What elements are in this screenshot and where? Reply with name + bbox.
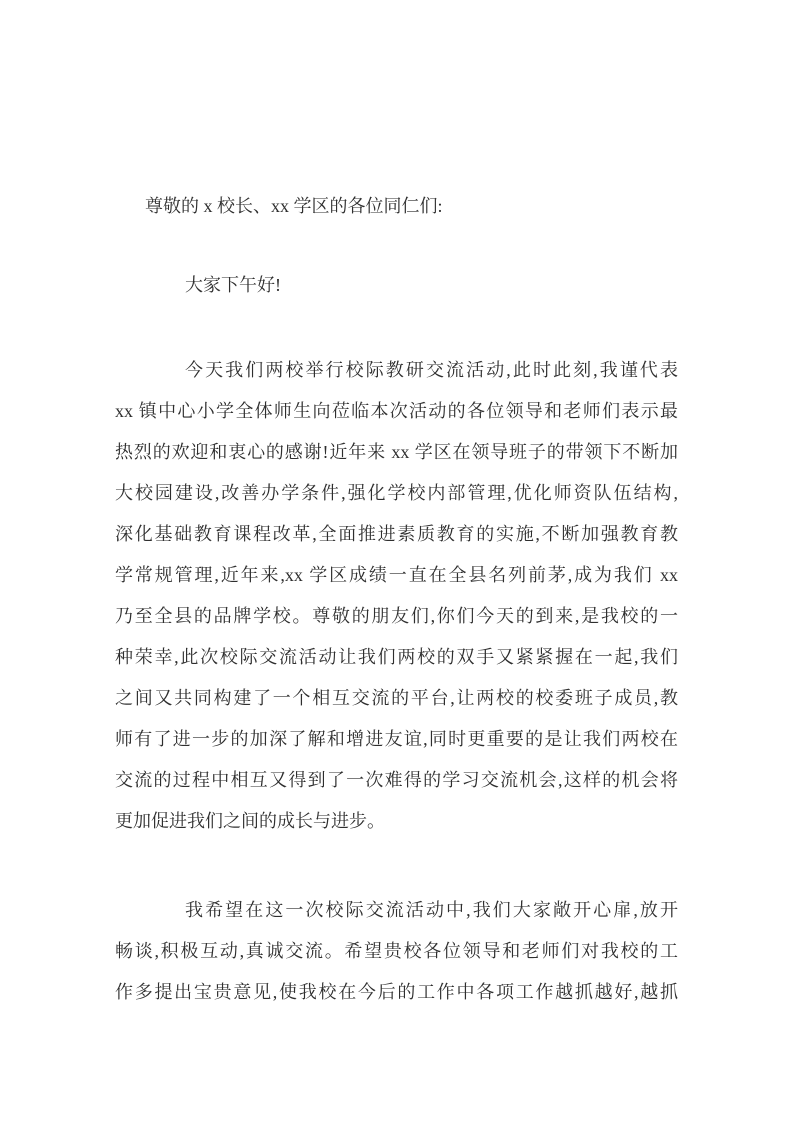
paragraph-line: 乃至全县的品牌学校。尊敬的朋友们,你们今天的到来,是我校的一 xyxy=(115,606,678,626)
salutation-paragraph xyxy=(115,265,678,306)
paragraph-line: 热烈的欢迎和衷心的感谢!近年来 xx 学区在领导班子的带领下不断加 xyxy=(115,442,678,462)
paragraph-line: 我希望在这一次校际交流活动中,我们大家敞开心扉,放开 xyxy=(185,900,678,920)
paragraph-line: 畅谈,积极互动,真诚交流。希望贵校各位领导和老师们对我校的工 xyxy=(115,941,678,961)
paragraph-line: 深化基础教育课程改革,全面推进素质教育的实施,不断加强教育教 xyxy=(115,524,678,544)
paragraph-line: xx 镇中心小学全体师生向莅临本次活动的各位领导和老师们表示最 xyxy=(115,401,678,421)
paragraph-line: 学常规管理,近年来,xx 学区成绩一直在全县名列前茅,成为我们 xx xyxy=(115,565,678,585)
paragraph-line: 种荣幸,此次校际交流活动让我们两校的双手又紧紧握在一起,我们 xyxy=(115,647,678,667)
paragraph-line: 师有了进一步的加深了解和增进友谊,同时更重要的是让我们两校在 xyxy=(115,729,678,749)
greeting-line: 尊敬的 x 校长、xx 学区的各位同仁们: xyxy=(145,196,443,216)
paragraph-line: 今天我们两校举行校际教研交流活动,此时此刻,我谨代表 xyxy=(185,360,678,380)
closing-paragraph xyxy=(115,890,678,1013)
salutation-line: 大家下午好! xyxy=(185,275,281,295)
main-paragraph xyxy=(115,350,678,842)
paragraph-line: 交流的过程中相互又得到了一次难得的学习交流机会,这样的机会将 xyxy=(115,770,678,790)
paragraph-line: 大校园建设,改善办学条件,强化学校内部管理,优化师资队伍结构, xyxy=(115,483,678,503)
paragraph-line: 更加促进我们之间的成长与进步。 xyxy=(115,811,385,831)
paragraph-line: 之间又共同构建了一个相互交流的平台,让两校的校委班子成员,教 xyxy=(115,688,678,708)
paragraph-line: 作多提出宝贵意见,使我校在今后的工作中各项工作越抓越好,越抓 xyxy=(115,982,678,1002)
